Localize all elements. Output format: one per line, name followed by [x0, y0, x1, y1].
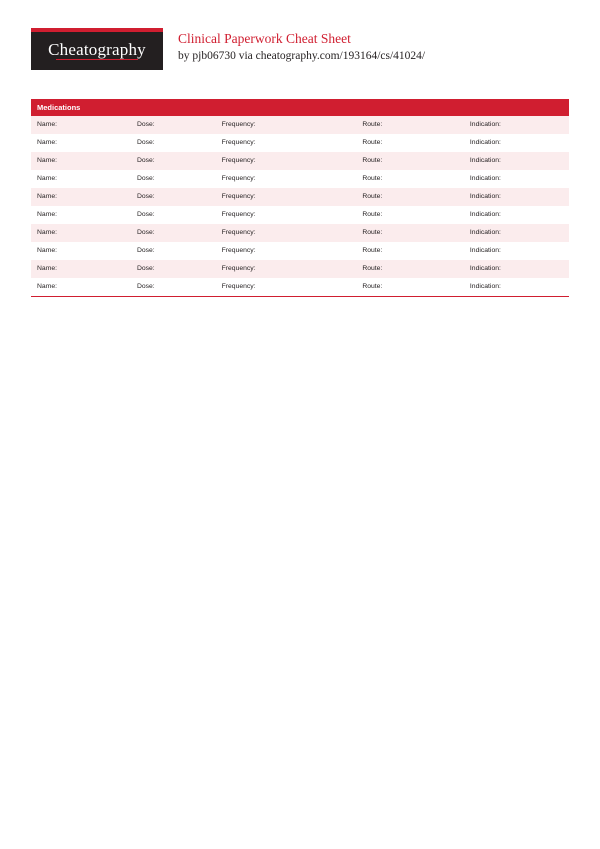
section-title: Medications	[31, 99, 569, 116]
cell-frequency: Frequency:	[216, 116, 357, 134]
table-row[interactable]	[31, 206, 569, 224]
cell-route: Route:	[356, 260, 464, 278]
table-row[interactable]	[31, 242, 569, 260]
table-row[interactable]	[31, 152, 569, 170]
cell-name: Name:	[31, 152, 131, 170]
cell-name: Name:	[31, 188, 131, 206]
cell-dose: Dose:	[131, 260, 216, 278]
cheatography-logo[interactable]	[31, 28, 163, 70]
cell-name: Name:	[31, 134, 131, 152]
byline-prefix: by	[178, 50, 193, 62]
page-title: Clinical Paperwork Cheat Sheet	[178, 31, 351, 46]
source-url-link[interactable]: cheatography.com/193164/cs/41024/	[255, 50, 426, 62]
page-header	[31, 28, 569, 74]
cell-frequency: Frequency:	[216, 278, 357, 297]
medications-table-body	[31, 116, 569, 297]
cell-dose: Dose:	[131, 224, 216, 242]
cell-indication: Indication:	[464, 242, 569, 260]
cell-frequency: Frequency:	[216, 224, 357, 242]
cell-route: Route:	[356, 224, 464, 242]
cell-dose: Dose:	[131, 242, 216, 260]
cell-indication: Indication:	[464, 116, 569, 134]
table-row[interactable]	[31, 116, 569, 134]
cell-dose: Dose:	[131, 152, 216, 170]
cell-route: Route:	[356, 242, 464, 260]
cell-name: Name:	[31, 260, 131, 278]
cell-route: Route:	[356, 116, 464, 134]
author-link[interactable]: pjb06730	[192, 50, 236, 62]
cell-indication: Indication:	[464, 278, 569, 297]
table-row[interactable]	[31, 188, 569, 206]
table-row[interactable]	[31, 278, 569, 297]
cell-route: Route:	[356, 170, 464, 188]
cell-indication: Indication:	[464, 170, 569, 188]
cell-indication: Indication:	[464, 152, 569, 170]
cell-frequency: Frequency:	[216, 242, 357, 260]
cell-route: Route:	[356, 206, 464, 224]
cell-dose: Dose:	[131, 134, 216, 152]
cell-route: Route:	[356, 278, 464, 297]
cell-route: Route:	[356, 188, 464, 206]
cell-route: Route:	[356, 152, 464, 170]
cell-frequency: Frequency:	[216, 134, 357, 152]
cell-indication: Indication:	[464, 260, 569, 278]
medications-table	[31, 116, 569, 297]
logo-label: Cheatography	[48, 40, 146, 59]
table-row[interactable]	[31, 170, 569, 188]
cell-dose: Dose:	[131, 278, 216, 297]
cell-frequency: Frequency:	[216, 152, 357, 170]
table-row[interactable]	[31, 260, 569, 278]
cell-name: Name:	[31, 170, 131, 188]
cell-name: Name:	[31, 224, 131, 242]
cell-frequency: Frequency:	[216, 188, 357, 206]
cell-frequency: Frequency:	[216, 260, 357, 278]
cell-dose: Dose:	[131, 188, 216, 206]
cell-name: Name:	[31, 206, 131, 224]
logo-wordmark	[48, 40, 146, 62]
medications-section	[31, 99, 569, 297]
cell-dose: Dose:	[131, 170, 216, 188]
cell-frequency: Frequency:	[216, 170, 357, 188]
title-block	[163, 28, 425, 64]
cell-frequency: Frequency:	[216, 206, 357, 224]
table-row[interactable]	[31, 134, 569, 152]
cell-route: Route:	[356, 134, 464, 152]
cell-indication: Indication:	[464, 134, 569, 152]
table-row[interactable]	[31, 224, 569, 242]
logo-underline	[56, 59, 138, 60]
cell-name: Name:	[31, 242, 131, 260]
cell-dose: Dose:	[131, 116, 216, 134]
byline-mid: via	[235, 50, 256, 62]
cell-indication: Indication:	[464, 206, 569, 224]
cell-dose: Dose:	[131, 206, 216, 224]
logo-box	[31, 32, 163, 70]
cell-name: Name:	[31, 116, 131, 134]
cell-indication: Indication:	[464, 188, 569, 206]
cell-indication: Indication:	[464, 224, 569, 242]
byline	[178, 49, 425, 64]
cell-name: Name:	[31, 278, 131, 297]
